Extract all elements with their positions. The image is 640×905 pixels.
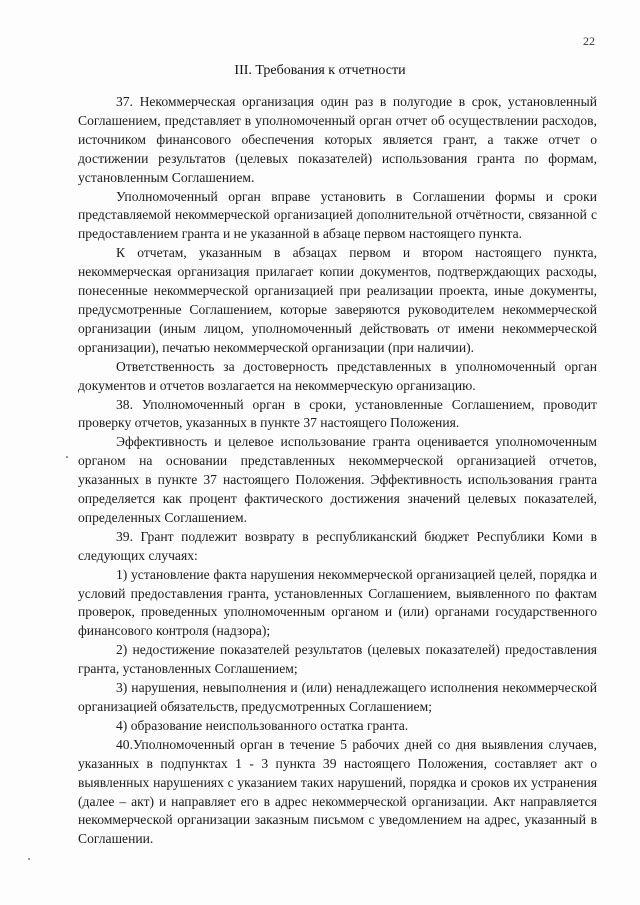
paragraph-40: 40.Уполномоченный орган в течение 5 рабочих дней со дня выявления случаев, указанных в подпунктах 1 - 3 пункта 39 настоящего Положения, составляет акт о выявленных нарушениях с указанием таких нарушений, порядка и сроков их устранения (далее – акт) и направляет его в адрес некоммерческой организации. Акт направляется некоммерческой организации заказным письмом с уведомлением на адрес, указанный в Соглашении. [78, 736, 597, 847]
paragraph-39-item-2: 2) недостижение показателей результатов (целевых показателей) предоставления гранта, установленных Соглашением; [78, 642, 597, 677]
paragraph-39-item-1: 1) установление факта нарушения некоммерческой организацией целей, порядка и условий предоставления гранта, установленных Соглашением, выявленного по фактам проверок, проведенных уполномоченным органом и (или) органами государственного финансового контроля (надзора); [78, 566, 597, 639]
paragraph-37-responsibility: Ответственность за достоверность представленных в уполномоченный орган документов и отчетов возлагается на некоммерческую организацию. [78, 358, 597, 393]
paragraph-39-item-4: 4) образование неиспользованного остатка гранта. [116, 717, 409, 733]
paragraph-37-attachments: К отчетам, указанным в абзацах первом и втором настоящего пункта, некоммерческая организация прилагает копии документов, подтверждающих расходы, понесенные некоммерческой организацией при реализации проекта, иные документы, предусмотренные Соглашением, которые заверяются руководителем некоммерческой организации (иным лицом, уполномоченный действовать от имени некоммерческой организации), печатью некоммерческой организации (при наличии). [78, 245, 597, 355]
paragraph-39: 39. Грант подлежит возврату в республиканский бюджет Республики Коми в следующих случаях: [78, 528, 597, 563]
scan-speck [66, 456, 68, 458]
scan-speck [28, 858, 30, 860]
section-heading: III. Требования к отчетности [234, 63, 406, 78]
page-number: 22 [583, 34, 595, 48]
paragraph-37: 37. Некоммерческая организация один раз в полугодие в срок, установленный Соглашением, представляет в уполномоченный орган отчет об осуществлении расходов, источником финансового обеспечения которых является грант, а также отчет о достижении результатов (целевых показателей) использования гранта по формам, установленным Соглашением. [78, 94, 597, 185]
document-body [78, 93, 597, 849]
paragraph-38: 38. Уполномоченный орган в сроки, установленные Соглашением, проводит проверку отчетов, указанных в пункте 37 настоящего Положения. [78, 396, 597, 431]
paragraph-39-item-3: 3) нарушения, невыполнения и (или) ненадлежащего исполнения некоммерческой организацией обязательств, предусмотренных Соглашением; [78, 680, 597, 714]
paragraph-38-efficiency: Эффективность и целевое использование гранта оценивается уполномоченным органом на основании представленных некоммерческой организацией отчетов, указанных в пункте 37 настоящего Положения. Эффективность использования гранта определяется как процент фактического достижения значений целевых показателей, определенных Соглашением. [78, 434, 597, 525]
paragraph-37-forms: Уполномоченный орган вправе установить в Соглашении формы и сроки представляемой некоммерческой организацией дополнительной отчётности, связанной с предоставлением гранта и не указанной в абзаце первом настоящего пункта. [78, 188, 597, 242]
